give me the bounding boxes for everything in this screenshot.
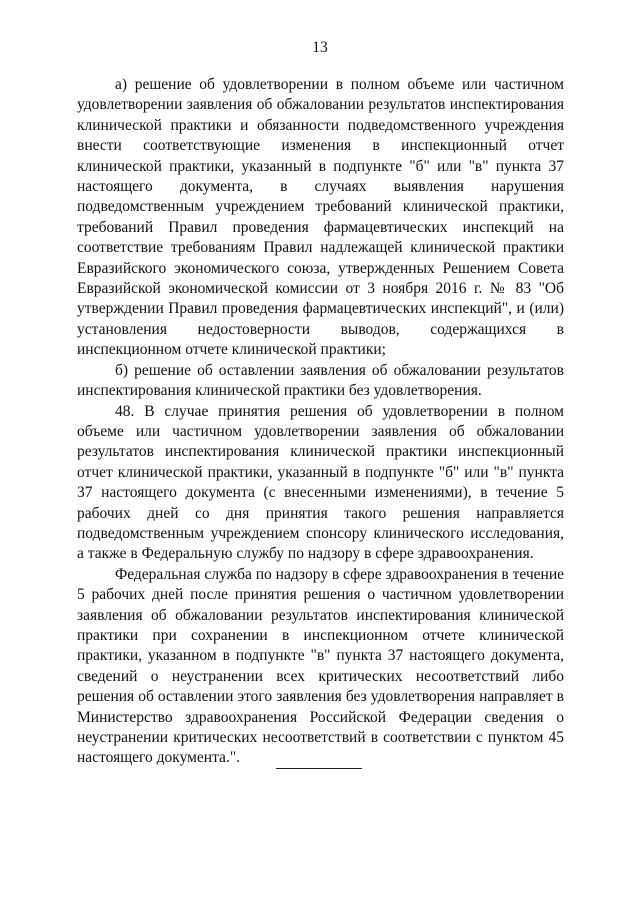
end-of-text-rule [276, 768, 362, 769]
paragraph-point-48: 48. В случае принятия решения об удовлетворении в полном объеме или частичном удовлетворении заявления об обжаловании результатов инспектирования клинической практики инспекционный отчет клинической практики, указанный в подпункте "б" или "в" пункта 37 настоящего документа (с внесенными изменениями), в течение 5 рабочих дней со дня принятия такого решения направляется подведомственным учреждением спонсору клинического исследования, а также в Федеральную службу по надзору в сфере здравоохранения. [77, 402, 564, 563]
paragraph-subpoint-b: б) решение об оставлении заявления об обжаловании результатов инспектирования клинической практики без удовлетворения. [77, 361, 564, 400]
document-body [77, 75, 564, 769]
paragraph-federal-service: Федеральная служба по надзору в сфере здравоохранения в течение 5 рабочих дней после принятия решения о частичном удовлетворении заявления об обжаловании результатов инспектирования клинической практики при сохранении в инспекционном отчете клинической практики, указанном в подпункте "в" пункта 37 настоящего документа, сведений о неустранении всех критических несоответствий либо решения об оставлении этого заявления без удовлетворения направляет в Министерство здравоохранения Российской Федерации сведения о неустранении критических несоответствий в соответствии с пунктом 45 настоящего документа.". [77, 565, 564, 767]
page-number: 13 [312, 39, 328, 56]
paragraph-subpoint-a: а) решение об удовлетворении в полном объеме или частичном удовлетворении заявления об обжаловании результатов инспектирования клинической практики и обязанности подведомственного учреждения внести соответствующие изменения в инспекционный отчет клинической практики, указанный в подпункте "б" или "в" пункта 37 настоящего документа, в случаях выявления нарушения подведомственным учреждением требований клинической практики, требований Правил проведения фармацевтических инспекций на соответствие требованиям Правил надлежащей клинической практики Евразийского экономического союза, утвержденных Решением Совета Евразийской экономической комиссии от 3 ноября 2016 г. № 83 "Об утверждении Правил проведения фармацевтических инспекций", и (или) установления недостоверности выводов, содержащихся в инспекционном отчете клинической практики; [77, 76, 564, 359]
